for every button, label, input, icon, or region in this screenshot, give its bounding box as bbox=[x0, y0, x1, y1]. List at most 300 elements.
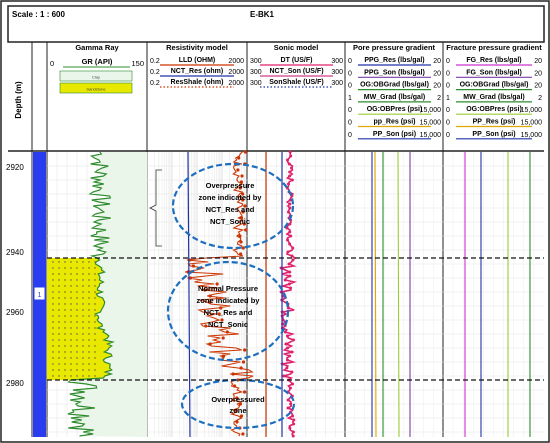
sand-dot bbox=[88, 267, 89, 268]
sand-dot bbox=[70, 303, 71, 304]
sand-dot bbox=[94, 369, 95, 370]
fracture-curve-name: PP_Res (psi) bbox=[472, 118, 516, 126]
sand-dot bbox=[58, 297, 59, 298]
sand-dot bbox=[58, 273, 59, 274]
fracture-curve-min: 0 bbox=[446, 70, 450, 78]
son-shale-point bbox=[287, 183, 290, 186]
son-shale-point bbox=[286, 347, 289, 350]
pore-curve-name: PPG_Res (lbs/gal) bbox=[364, 57, 425, 64]
sand-dot bbox=[88, 321, 89, 322]
sand-dot bbox=[70, 357, 71, 358]
pore-curve-max: 2 bbox=[437, 94, 441, 102]
depth-tick-2960: 2960 bbox=[6, 308, 24, 317]
son-shale-point bbox=[288, 203, 291, 206]
son-shale-point bbox=[288, 207, 291, 210]
sand-dot bbox=[82, 339, 83, 340]
pore-pressure-title: Pore pressure gradient bbox=[352, 43, 436, 52]
fracture-curve-name: OG:OBPres (psi) bbox=[466, 106, 522, 114]
pore-curve-min: 0 bbox=[348, 119, 352, 127]
sand-dot bbox=[58, 303, 59, 304]
sand-dot bbox=[70, 297, 71, 298]
res-shale-point bbox=[241, 432, 244, 435]
sand-dot bbox=[94, 375, 95, 376]
sand-dot bbox=[58, 267, 59, 268]
sand-dot bbox=[64, 285, 65, 286]
sand-dot bbox=[52, 279, 53, 280]
pore-curve-name: OG:OBGrad (lbs/gal) bbox=[360, 81, 429, 89]
fracture-curve-max: 20 bbox=[534, 58, 542, 65]
sand-dot bbox=[94, 315, 95, 316]
sand-dot bbox=[76, 333, 77, 334]
sand-dot bbox=[52, 261, 53, 262]
annotation-line: NCT_Res and bbox=[203, 308, 253, 317]
sand-dot bbox=[76, 273, 77, 274]
res-shale-point bbox=[222, 354, 225, 357]
son-shale-point bbox=[288, 175, 291, 178]
gamma-ray-curve: GR (API) bbox=[81, 57, 113, 66]
sand-dot bbox=[52, 309, 53, 310]
sand-dot bbox=[94, 321, 95, 322]
sand-dot bbox=[52, 297, 53, 298]
fracture-curve-name: OG:OBGrad (lbs/gal) bbox=[459, 81, 529, 89]
son-shale-point bbox=[291, 259, 294, 262]
sand-dot bbox=[94, 327, 95, 328]
sand-dot bbox=[70, 369, 71, 370]
gamma-ray-title: Gamma Ray bbox=[75, 43, 119, 52]
resistivity-curve-name: NCT_Res (ohm) bbox=[170, 68, 224, 75]
sand-dot bbox=[70, 285, 71, 286]
pore-curve-max: 20 bbox=[433, 82, 441, 90]
fracture-pressure-title: Fracture pressure gradient bbox=[446, 43, 542, 52]
son-shale-point bbox=[289, 235, 292, 238]
sand-dot bbox=[88, 315, 89, 316]
res-shale-point bbox=[240, 366, 243, 369]
sonic-title: Sonic model bbox=[273, 43, 319, 52]
sand-dot bbox=[82, 327, 83, 328]
pore-curve-name: PPG_Son (lbs/gal) bbox=[364, 69, 425, 77]
resistivity-curve-min: 0.2 bbox=[150, 80, 160, 87]
son-shale-point bbox=[288, 163, 291, 166]
sonic-curve-min: 300 bbox=[250, 80, 262, 87]
son-shale-point bbox=[284, 279, 287, 282]
sand-dot bbox=[58, 363, 59, 364]
sand-dot bbox=[82, 351, 83, 352]
sand-dot bbox=[82, 369, 83, 370]
pore-curve-max: 20 bbox=[433, 58, 441, 65]
res-shale-point bbox=[243, 348, 246, 351]
depth-tick-2940: 2940 bbox=[6, 248, 24, 257]
son-shale-point bbox=[287, 211, 290, 214]
pore-curve-max: 20 bbox=[433, 70, 441, 78]
sand-dot bbox=[52, 285, 53, 286]
sand-dot bbox=[94, 363, 95, 364]
sand-dot bbox=[88, 327, 89, 328]
sand-dot bbox=[82, 357, 83, 358]
fracture-curve-min: 0 bbox=[446, 82, 450, 90]
resistivity-curve-name: ResShale (ohm) bbox=[170, 79, 224, 86]
son-shale-point bbox=[289, 155, 292, 158]
sand-dot bbox=[88, 375, 89, 376]
sand-dot bbox=[58, 291, 59, 292]
annotation-line: NCT_Sonic bbox=[207, 320, 249, 329]
fracture-curve-max: 20 bbox=[534, 70, 542, 78]
sand-dot bbox=[70, 345, 71, 346]
sand-dot bbox=[88, 285, 89, 286]
sand-dot bbox=[52, 315, 53, 316]
sand-dot bbox=[64, 339, 65, 340]
sand-dot bbox=[52, 333, 53, 334]
sand-dot bbox=[64, 345, 65, 346]
sand-dot bbox=[64, 369, 65, 370]
sand-dot bbox=[52, 375, 53, 376]
sand-dot bbox=[94, 303, 95, 304]
sand-dot bbox=[64, 273, 65, 274]
pore-curve-min: 0 bbox=[348, 58, 352, 65]
son-shale-point bbox=[287, 407, 290, 410]
sand-dot bbox=[82, 375, 83, 376]
son-shale-point bbox=[288, 275, 291, 278]
son-shale-point bbox=[292, 435, 295, 438]
sand-dot bbox=[70, 321, 71, 322]
sand-dot bbox=[52, 327, 53, 328]
sand-dot bbox=[64, 267, 65, 268]
sand-dot bbox=[58, 345, 59, 346]
sand-dot bbox=[88, 363, 89, 364]
sand-dot bbox=[58, 333, 59, 334]
sand-dot bbox=[64, 297, 65, 298]
sand-dot bbox=[64, 375, 65, 376]
pore-curve-min: 1 bbox=[348, 94, 352, 102]
fracture-curve-name: FG_Son (lbs/gal) bbox=[466, 69, 522, 77]
sand-dot bbox=[70, 261, 71, 262]
pore-curve-name: PP_Son (psi) bbox=[372, 130, 417, 138]
sand-dot bbox=[88, 273, 89, 274]
son-shale-point bbox=[288, 171, 291, 174]
fracture-curve-max: 15,000 bbox=[520, 119, 542, 127]
sandstone-label: Sandstone bbox=[86, 86, 106, 92]
sand-dot bbox=[76, 369, 77, 370]
annotation-line: NCT_Res and bbox=[205, 205, 255, 214]
sand-dot bbox=[82, 291, 83, 292]
sand-dot bbox=[70, 309, 71, 310]
sand-dot bbox=[76, 291, 77, 292]
sand-dot bbox=[76, 303, 77, 304]
resistivity-curve-max: 2000 bbox=[228, 58, 244, 65]
scale-label: Scale : 1 : 600 bbox=[12, 10, 65, 19]
sand-dot bbox=[58, 309, 59, 310]
sand-dot bbox=[88, 369, 89, 370]
res-shale-point bbox=[204, 324, 207, 327]
fracture-curve-min: 0 bbox=[446, 131, 450, 139]
sand-dot bbox=[52, 291, 53, 292]
clay-label: Clay bbox=[91, 74, 101, 80]
sand-dot bbox=[82, 309, 83, 310]
son-shale-point bbox=[289, 387, 292, 390]
res-shale-point bbox=[242, 246, 245, 249]
sand-dot bbox=[94, 267, 95, 268]
son-shale-point bbox=[292, 431, 295, 434]
fracture-curve-max: 15,000 bbox=[520, 107, 542, 115]
son-shale-point bbox=[291, 255, 294, 258]
son-shale-point bbox=[284, 331, 287, 334]
sand-dot bbox=[64, 309, 65, 310]
sand-dot bbox=[52, 363, 53, 364]
sand-dot bbox=[94, 351, 95, 352]
sonic-curve-name: NCT_Son (US/F) bbox=[269, 68, 324, 75]
son-shale-point bbox=[288, 231, 291, 234]
sand-dot bbox=[64, 333, 65, 334]
sand-dot bbox=[70, 333, 71, 334]
sand-dot bbox=[76, 363, 77, 364]
son-shale-point bbox=[287, 399, 290, 402]
res-shale-point bbox=[236, 168, 239, 171]
son-shale-point bbox=[282, 375, 285, 378]
sonic-curve-max: 300 bbox=[331, 80, 343, 87]
pore-curve-name: MW_Grad (lbs/gal) bbox=[363, 93, 426, 101]
fracture-curve-min: 0 bbox=[446, 107, 450, 115]
sand-dot bbox=[58, 339, 59, 340]
fracture-curve-name: MW_Grad (lbs/gal) bbox=[463, 93, 525, 101]
son-shale-point bbox=[290, 351, 293, 354]
annotation-line: zone indicated by bbox=[198, 193, 262, 202]
sand-dot bbox=[64, 321, 65, 322]
sand-dot bbox=[88, 297, 89, 298]
sand-dot bbox=[58, 351, 59, 352]
pore-curve-name: OG:OBPres (psi) bbox=[366, 106, 423, 114]
annotation-line: NCT_Sonic bbox=[209, 217, 251, 226]
sonic-curve-min: 300 bbox=[250, 69, 262, 76]
son-shale-point bbox=[288, 355, 291, 358]
res-shale-point bbox=[222, 336, 225, 339]
son-shale-point bbox=[289, 151, 292, 154]
son-shale-point bbox=[285, 367, 288, 370]
sand-dot bbox=[58, 261, 59, 262]
res-shale-point bbox=[233, 384, 236, 387]
pore-curve-min: 0 bbox=[348, 131, 352, 139]
sand-dot bbox=[70, 363, 71, 364]
sand-dot bbox=[76, 339, 77, 340]
sand-dot bbox=[70, 339, 71, 340]
zone-label: 1 bbox=[37, 292, 42, 299]
sand-dot bbox=[52, 267, 53, 268]
son-shale-point bbox=[292, 423, 295, 426]
annotation-line: Overpressure bbox=[205, 181, 255, 190]
sand-dot bbox=[58, 279, 59, 280]
sand-dot bbox=[70, 273, 71, 274]
sand-dot bbox=[52, 351, 53, 352]
sand-dot bbox=[64, 315, 65, 316]
son-shale-point bbox=[288, 243, 291, 246]
sand-dot bbox=[76, 375, 77, 376]
depth-tick-2980: 2980 bbox=[6, 379, 24, 388]
fracture-curve-max: 20 bbox=[534, 82, 542, 90]
sand-dot bbox=[94, 291, 95, 292]
sand-dot bbox=[70, 351, 71, 352]
son-shale-point bbox=[290, 167, 293, 170]
sand-dot bbox=[94, 357, 95, 358]
son-shale-point bbox=[288, 283, 291, 286]
sand-dot bbox=[58, 285, 59, 286]
son-shale-point bbox=[289, 287, 292, 290]
sand-dot bbox=[94, 333, 95, 334]
sand-dot bbox=[70, 375, 71, 376]
son-shale-point bbox=[287, 251, 290, 254]
sand-dot bbox=[52, 339, 53, 340]
sand-dot bbox=[64, 357, 65, 358]
fracture-curve-name: PP_Son (psi) bbox=[472, 130, 516, 138]
son-shale-point bbox=[288, 223, 291, 226]
sand-dot bbox=[82, 273, 83, 274]
sand-dot bbox=[82, 279, 83, 280]
sand-dot bbox=[82, 267, 83, 268]
res-shale-point bbox=[239, 252, 242, 255]
sand-dot bbox=[88, 303, 89, 304]
son-shale-point bbox=[286, 159, 289, 162]
title-bar bbox=[8, 6, 544, 42]
res-shale-point bbox=[240, 174, 243, 177]
son-shale-point bbox=[291, 383, 294, 386]
sonic-curve-min: 300 bbox=[250, 58, 262, 65]
sand-dot bbox=[76, 267, 77, 268]
fracture-curve-max: 15,000 bbox=[520, 131, 542, 139]
sand-dot bbox=[76, 285, 77, 286]
son-shale-point bbox=[286, 359, 289, 362]
sand-dot bbox=[64, 303, 65, 304]
sand-dot bbox=[88, 291, 89, 292]
sand-dot bbox=[76, 315, 77, 316]
res-shale-point bbox=[237, 156, 240, 159]
fracture-curve-min: 0 bbox=[446, 119, 450, 127]
sand-dot bbox=[76, 309, 77, 310]
sand-dot bbox=[64, 363, 65, 364]
pore-curve-max: 15,000 bbox=[419, 107, 441, 115]
sand-dot bbox=[94, 345, 95, 346]
son-shale-point bbox=[291, 415, 294, 418]
pore-curve-min: 0 bbox=[348, 107, 352, 115]
sand-dot bbox=[52, 357, 53, 358]
resistivity-curve-min: 0.2 bbox=[150, 69, 160, 76]
sand-dot bbox=[76, 357, 77, 358]
resistivity-title: Resistivity model bbox=[166, 43, 228, 52]
sand-dot bbox=[58, 369, 59, 370]
gamma-ray-min: 0 bbox=[50, 59, 55, 68]
pore-curve-name: pp_Res (psi) bbox=[373, 118, 416, 126]
resistivity-curve-max: 2000 bbox=[228, 80, 244, 87]
sand-dot bbox=[94, 273, 95, 274]
sand-dot bbox=[88, 339, 89, 340]
sand-dot bbox=[94, 297, 95, 298]
sand-dot bbox=[70, 327, 71, 328]
annotation-line: zone indicated by bbox=[196, 296, 260, 305]
son-shale-point bbox=[286, 239, 289, 242]
res-shale-point bbox=[243, 390, 246, 393]
res-shale-point bbox=[239, 240, 242, 243]
fracture-curve-max: 2 bbox=[538, 94, 542, 102]
fracture-curve-min: 0 bbox=[446, 58, 450, 65]
resistivity-curve-min: 0.2 bbox=[150, 58, 160, 65]
son-shale-point bbox=[290, 371, 293, 374]
sand-dot bbox=[58, 327, 59, 328]
sand-dot bbox=[88, 279, 89, 280]
son-shale-point bbox=[288, 427, 291, 430]
res-shale-point bbox=[238, 234, 241, 237]
son-shale-point bbox=[285, 343, 288, 346]
sand-dot bbox=[58, 357, 59, 358]
pore-curve-max: 15,000 bbox=[419, 119, 441, 127]
sand-dot bbox=[82, 321, 83, 322]
sand-dot bbox=[70, 279, 71, 280]
son-shale-point bbox=[292, 419, 295, 422]
depth-label: Depth (m) bbox=[14, 81, 23, 119]
sand-dot bbox=[76, 297, 77, 298]
sand-dot bbox=[70, 291, 71, 292]
sand-dot bbox=[52, 321, 53, 322]
res-shale-point bbox=[192, 264, 195, 267]
sand-dot bbox=[76, 279, 77, 280]
sand-dot bbox=[64, 327, 65, 328]
sand-dot bbox=[76, 321, 77, 322]
sand-dot bbox=[88, 333, 89, 334]
sand-dot bbox=[88, 357, 89, 358]
sand-dot bbox=[70, 267, 71, 268]
son-shale-point bbox=[287, 263, 290, 266]
sand-dot bbox=[82, 285, 83, 286]
sand-dot bbox=[82, 345, 83, 346]
res-shale-point bbox=[226, 330, 229, 333]
sonic-curve-name: DT (US/F) bbox=[280, 57, 313, 64]
res-shale-point bbox=[244, 150, 247, 153]
sand-dot bbox=[82, 303, 83, 304]
son-shale-point bbox=[286, 335, 289, 338]
res-shale-point bbox=[231, 372, 234, 375]
sand-dot bbox=[52, 345, 53, 346]
son-shale-point bbox=[288, 271, 291, 274]
sand-dot bbox=[52, 273, 53, 274]
resistivity-curve-max: 2000 bbox=[228, 69, 244, 76]
sand-dot bbox=[70, 315, 71, 316]
sand-dot bbox=[94, 279, 95, 280]
sand-dot bbox=[82, 261, 83, 262]
sand-dot bbox=[88, 351, 89, 352]
sand-dot bbox=[88, 261, 89, 262]
sand-dot bbox=[58, 375, 59, 376]
annotation-line: Normal Pressure bbox=[197, 284, 259, 293]
sonic-curve-max: 300 bbox=[331, 58, 343, 65]
res-shale-point bbox=[235, 420, 238, 423]
annotation-line: zone bbox=[229, 406, 247, 415]
res-shale-point bbox=[244, 228, 247, 231]
depth-tick-2920: 2920 bbox=[6, 163, 24, 172]
sand-dot bbox=[64, 261, 65, 262]
sand-dot bbox=[82, 333, 83, 334]
pore-curve-max: 15,000 bbox=[419, 131, 441, 139]
sand-dot bbox=[76, 261, 77, 262]
sand-dot bbox=[58, 315, 59, 316]
sonic-curve-name: SonShale (US/F) bbox=[269, 79, 324, 86]
sand-dot bbox=[52, 303, 53, 304]
res-shale-point bbox=[208, 342, 211, 345]
sand-dot bbox=[94, 339, 95, 340]
son-shale-point bbox=[289, 403, 292, 406]
sand-dot bbox=[64, 279, 65, 280]
gamma-ray-max: 150 bbox=[131, 59, 144, 68]
son-shale-point bbox=[291, 179, 294, 182]
sand-dot bbox=[58, 321, 59, 322]
sand-dot bbox=[76, 345, 77, 346]
sand-dot bbox=[88, 345, 89, 346]
res-shale-point bbox=[242, 360, 245, 363]
sand-dot bbox=[52, 369, 53, 370]
